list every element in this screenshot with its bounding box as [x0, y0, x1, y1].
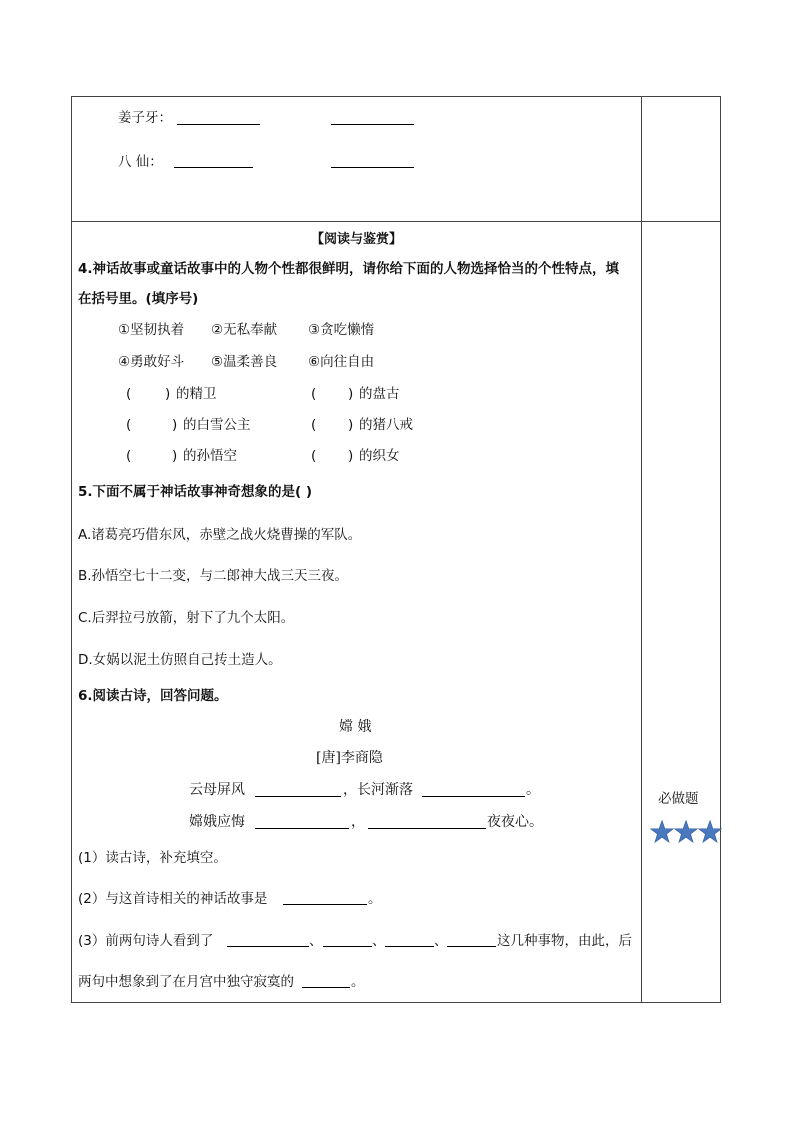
answer-paren-open[interactable]: ( [311, 386, 317, 402]
baxian-blank-2[interactable] [331, 167, 414, 168]
answer-paren-open[interactable]: ( [126, 448, 132, 464]
q6-sub3-blank-1[interactable] [227, 946, 309, 947]
star-icon [651, 821, 674, 843]
q5-option-b[interactable]: B.孙悟空七十二变，与二郎神大战三天三夜。 [78, 568, 349, 584]
q4-option: ③贪吃懒惰 [308, 322, 375, 338]
answer-paren-close[interactable]: ) [165, 386, 171, 402]
poem-blank-3[interactable] [255, 828, 349, 829]
star-icon [699, 821, 722, 843]
q4-option: ②无私奉献 [211, 322, 278, 338]
q5-stem: 5.下面不属于神话故事神奇想象的是( ) [78, 484, 313, 500]
q4-option: ⑤温柔善良 [211, 354, 278, 370]
table-top-border [71, 96, 721, 97]
jiang-ziya-blank-2[interactable] [331, 124, 414, 125]
answer-paren-close[interactable]: ) [348, 417, 354, 433]
poem-line2-part3: 夜夜心。 [487, 814, 543, 830]
star-icon [675, 821, 698, 843]
q6-sub2-blank[interactable] [283, 904, 367, 905]
q4-pair-label: 的织女 [359, 448, 400, 464]
answer-paren-close[interactable]: ) [348, 386, 354, 402]
q5-option-c[interactable]: C.后羿拉弓放箭，射下了九个太阳。 [78, 610, 295, 626]
answer-paren-close[interactable]: ) [172, 417, 178, 433]
q4-pair-label: 的盘古 [359, 386, 400, 402]
baxian-blank-1[interactable] [174, 167, 253, 168]
q4-option: ⑥向往自由 [308, 354, 375, 370]
q6-sub2-end: 。 [368, 891, 382, 907]
q4-pair-label: 的孙悟空 [183, 448, 237, 464]
poem-blank-4[interactable] [368, 828, 486, 829]
poem-blank-2[interactable] [422, 796, 525, 797]
q6-sub3-blank-4[interactable] [447, 946, 496, 947]
table-row-divider [71, 221, 721, 222]
q6-sub2: (2）与这首诗相关的神话故事是 [78, 891, 268, 907]
q6-sub3-blank-5[interactable] [302, 987, 350, 988]
q5-option-d[interactable]: D.女娲以泥土仿照自己抟土造人。 [78, 652, 282, 668]
jiang-ziya-blank-1[interactable] [177, 124, 260, 125]
q6-sub3-blank-2[interactable] [323, 946, 372, 947]
q6-sub3-line2-end: 。 [351, 974, 365, 990]
q6-sub3-line1-end: 这几种事物，由此，后 [497, 933, 632, 949]
star-rating-svg [650, 819, 722, 845]
q6-sub1: (1）读古诗，补充填空。 [78, 850, 227, 866]
q4-pair-label: 的白雪公主 [183, 417, 251, 433]
q4-pair-label: 的猪八戒 [359, 417, 413, 433]
answer-paren-open[interactable]: ( [126, 417, 132, 433]
table-bottom-border [71, 1002, 721, 1003]
q6-sub3-blank-3[interactable] [385, 946, 434, 947]
q5-option-a[interactable]: A.诸葛亮巧借东风，赤壁之战火烧曹操的军队。 [78, 527, 362, 543]
poem-line1-part2: ，长河渐落 [343, 782, 413, 798]
answer-paren-open[interactable]: ( [311, 448, 317, 464]
q6-sub3-sep: 、 [372, 933, 386, 949]
table-column-divider [641, 96, 642, 1002]
poem-line2-part2: ， [351, 814, 365, 830]
table-right-border [720, 96, 721, 1002]
jiang-ziya-label: 姜子牙： [118, 110, 172, 126]
q4-stem-line1: 4.神话故事或童话故事中的人物个性都很鲜明，请你给下面的人物选择恰当的个性特点，填 [78, 261, 620, 277]
required-label: 必做题 [658, 791, 699, 807]
star-rating [650, 819, 722, 845]
q6-sub3-sep: 、 [434, 933, 448, 949]
section-heading: 【阅读与鉴赏】 [311, 232, 403, 247]
poem-blank-1[interactable] [255, 796, 341, 797]
q6-sub3-line1: (3）前两句诗人看到了 [78, 933, 214, 949]
q4-option: ①坚韧执着 [118, 322, 185, 338]
answer-paren-open[interactable]: ( [126, 386, 132, 402]
poem-title: 嫦 娥 [339, 719, 372, 735]
q4-option: ④勇敢好斗 [118, 354, 185, 370]
poem-line1-part1: 云母屏风 [189, 782, 245, 798]
q6-stem: 6.阅读古诗，回答问题。 [78, 688, 228, 704]
poem-line2-part1: 嫦娥应悔 [189, 814, 245, 830]
poem-author: [唐]李商隐 [316, 750, 383, 766]
baxian-label: 八 仙： [118, 154, 163, 170]
poem-line1-part3: 。 [526, 782, 540, 798]
q4-pair-label: 的精卫 [176, 386, 217, 402]
answer-paren-close[interactable]: ) [348, 448, 354, 464]
q4-stem-line2: 在括号里。(填序号) [78, 291, 199, 307]
q6-sub3-sep: 、 [309, 933, 323, 949]
table-left-border [71, 96, 72, 1002]
answer-paren-open[interactable]: ( [311, 417, 317, 433]
answer-paren-close[interactable]: ) [172, 448, 178, 464]
q6-sub3-line2: 两句中想象到了在月宫中独守寂寞的 [78, 974, 294, 990]
